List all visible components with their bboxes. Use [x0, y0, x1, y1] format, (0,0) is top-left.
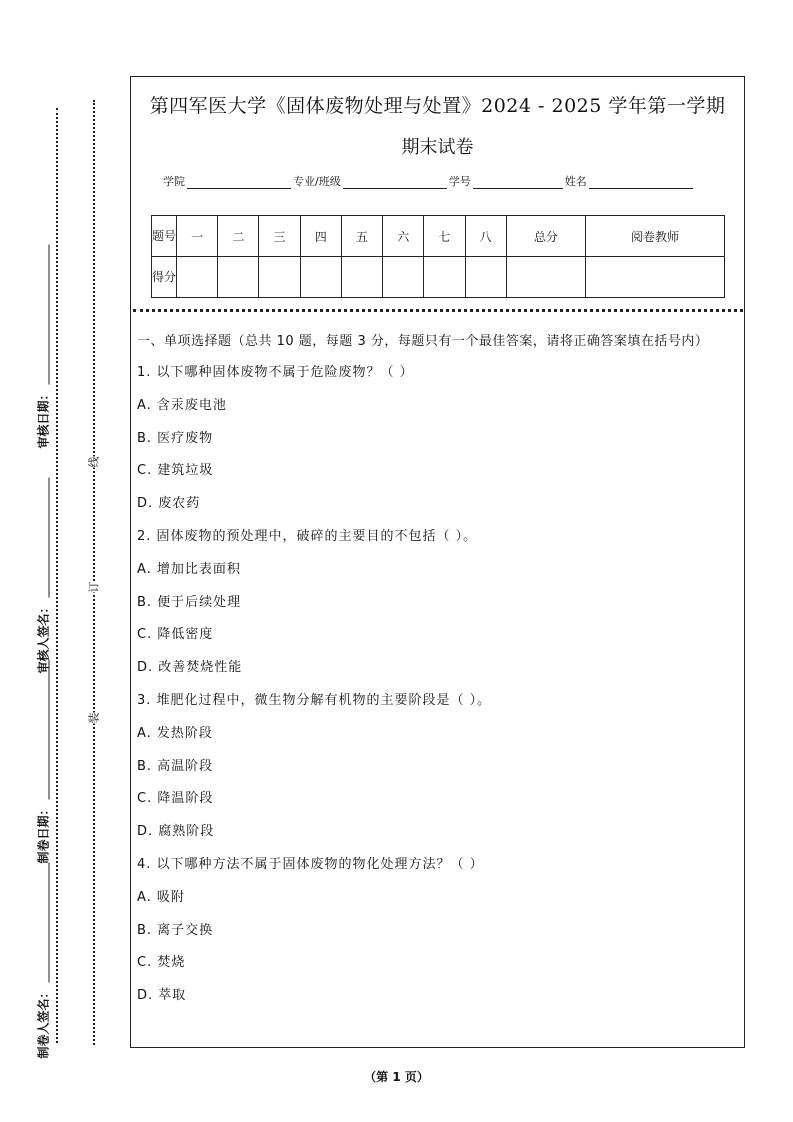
student-id-label: 学号	[448, 175, 471, 188]
binding-word-line: 线	[84, 457, 104, 468]
question-stem: 4. 以下哪种方法不属于固体废物的物化处理方法？（ ）	[137, 856, 484, 872]
score-table-cell: 三	[259, 216, 300, 257]
question-option: D. 萃取	[137, 988, 187, 1004]
question-option: C. 焚烧	[137, 955, 186, 971]
score-cell[interactable]	[341, 257, 382, 298]
question-option: B. 医疗废物	[137, 430, 214, 446]
name-label: 姓名	[564, 175, 587, 188]
score-table-cell: 七	[424, 216, 465, 257]
question-stem: 2. 固体废物的预处理中，破碎的主要目的不包括（ ）。	[137, 528, 478, 544]
college-field[interactable]	[187, 177, 291, 189]
question-stem: 1. 以下哪种固体废物不属于危险废物？（ ）	[137, 365, 414, 380]
dotted-binding-line-inner	[93, 100, 95, 1045]
dotted-binding-line-outer	[56, 108, 58, 1043]
exam-title: 第四军医大学《固体废物处理与处置》2024 - 2025 学年第一学期	[149, 95, 726, 117]
exam-subtitle: 期末试卷	[401, 137, 474, 158]
dotted-separator	[133, 309, 743, 312]
paper-date-field[interactable]: 制卷日期：	[35, 634, 52, 864]
score-cell[interactable]	[218, 257, 259, 298]
exam-frame	[130, 76, 745, 1048]
question-option: A. 含汞废电池	[137, 397, 227, 413]
major-class-field[interactable]	[343, 177, 447, 189]
question-option: B. 便于后续处理	[137, 594, 242, 610]
student-info-row	[163, 173, 723, 189]
question-option: D. 改善焚烧性能	[137, 660, 243, 676]
score-cell[interactable]	[383, 257, 424, 298]
score-table-cell: 四	[300, 216, 341, 257]
score-table-cell: 六	[383, 216, 424, 257]
question-option: A. 增加比表面积	[137, 561, 241, 577]
name-field[interactable]	[589, 177, 693, 189]
score-table-score-row	[152, 257, 725, 298]
score-cell[interactable]	[586, 257, 725, 298]
binding-word-mount: 装	[84, 713, 104, 724]
score-row-label: 得分	[152, 257, 177, 298]
score-cell[interactable]	[177, 257, 218, 298]
score-table-cell: 阅卷教师	[586, 216, 725, 257]
section-heading: 一、单项选择题（总共 10 题，每题 3 分，每题只有一个最佳答案，请将正确答案填在括号内）	[137, 334, 709, 349]
question-option: C. 建筑垃圾	[137, 463, 214, 479]
binding-word-bind: 订	[84, 582, 104, 593]
score-table	[151, 215, 725, 298]
binding-margin	[0, 100, 125, 1059]
question-option: C. 降温阶段	[137, 791, 214, 807]
major-class-label: 专业/班级	[293, 175, 341, 188]
score-table-cell: 一	[177, 216, 218, 257]
score-cell[interactable]	[506, 257, 585, 298]
review-date-field[interactable]: 审核日期：	[35, 219, 52, 449]
question-stem: 3. 堆肥化过程中，微生物分解有机物的主要阶段是（ ）。	[137, 692, 492, 708]
question-option: B. 离子交换	[137, 922, 214, 938]
question-option: B. 高温阶段	[137, 758, 214, 774]
score-table-cell: 五	[341, 216, 382, 257]
student-id-field[interactable]	[473, 177, 563, 189]
score-table-cell: 总分	[506, 216, 585, 257]
score-table-cell: 二	[218, 216, 259, 257]
question-option: C. 降低密度	[137, 627, 214, 643]
score-table-cell: 八	[465, 216, 506, 257]
score-cell[interactable]	[465, 257, 506, 298]
exam-content	[137, 331, 737, 1019]
question-option: A. 吸附	[137, 889, 185, 905]
college-label: 学院	[163, 175, 185, 188]
score-table-header-row	[152, 216, 725, 257]
score-cell[interactable]	[424, 257, 465, 298]
question-option: A. 发热阶段	[137, 725, 213, 741]
question-option: D. 腐熟阶段	[137, 824, 215, 840]
question-option: D. 废农药	[137, 496, 201, 512]
score-table-cell: 题号	[152, 216, 177, 257]
score-cell[interactable]	[259, 257, 300, 298]
paper-maker-signature-field[interactable]: 制卷人签名：	[35, 829, 52, 1059]
score-cell[interactable]	[300, 257, 341, 298]
reviewer-signature-field[interactable]: 审核人签名：	[35, 444, 52, 674]
page-number: （第 1 页）	[364, 1070, 429, 1084]
